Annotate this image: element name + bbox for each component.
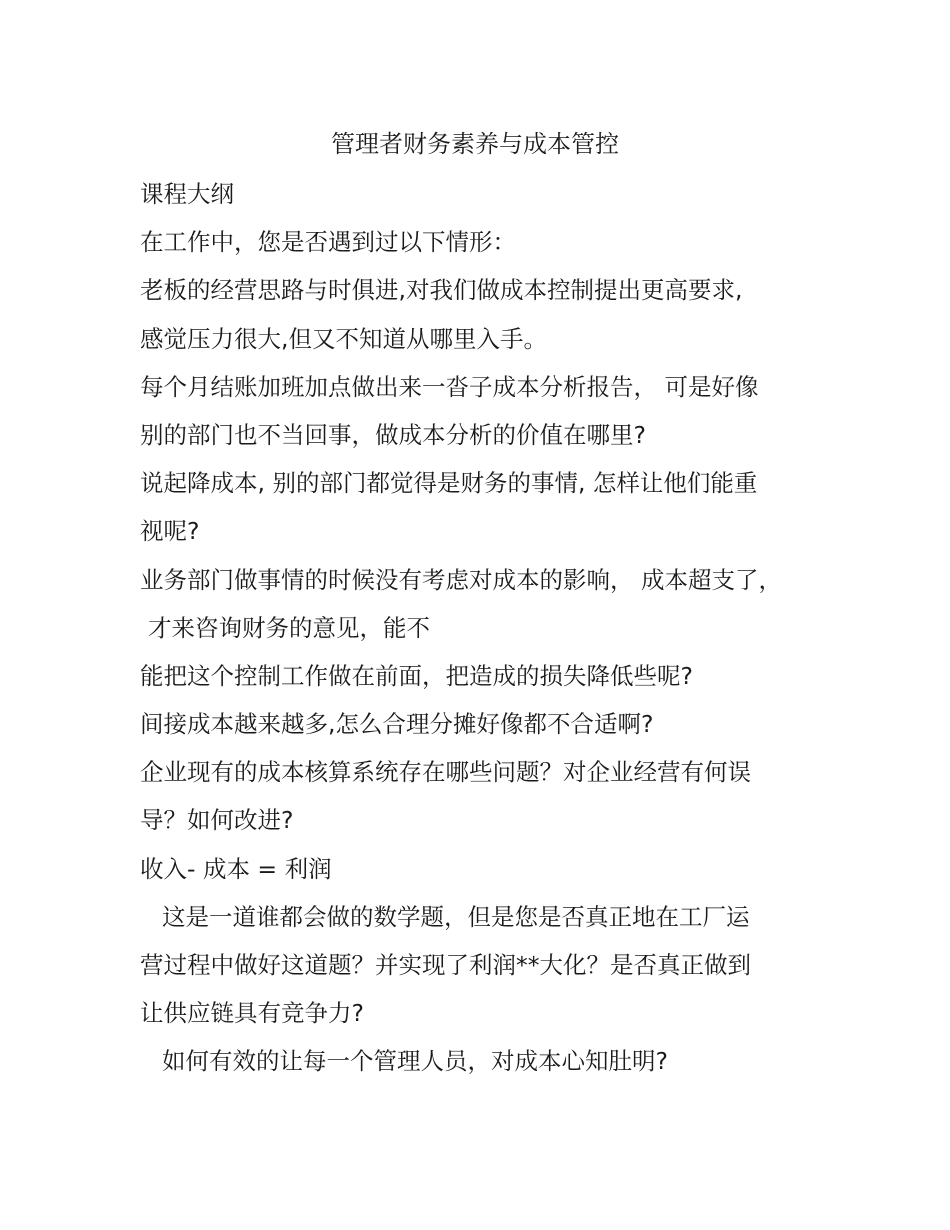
text-line: 业务部门做事情的时候没有考虑对成本的影响， 成本超支了， <box>140 565 782 594</box>
text-line: 这是一道谁都会做的数学题，但是您是否真正地在工厂运 <box>162 902 750 931</box>
text-line: 在工作中，您是否遇到过以下情形： <box>140 228 516 257</box>
document-title: 管理者财务素养与成本管控 <box>331 130 619 158</box>
text-line: 如何有效的让每一个管理人员，对成本心知肚明? <box>162 1047 668 1076</box>
text-line: 能把这个控制工作做在前面，把造成的损失降低些呢? <box>140 661 693 690</box>
text-line: 每个月结账加班加点做出来一沓子成本分析报告， 可是好像 <box>140 372 759 401</box>
document-body <box>140 170 840 1086</box>
text-line: 营过程中做好这道题？并实现了利润**大化？是否真正做到 <box>140 951 751 979</box>
text-line: 课程大纲 <box>140 180 234 208</box>
text-line: 间接成本越来越多,怎么合理分摊好像都不合适啊? <box>140 710 654 739</box>
text-line: 老板的经营思路与时俱进,对我们做成本控制提出更高要求, <box>140 276 743 305</box>
text-line: 企业现有的成本核算系统存在哪些问题？对企业经营有何误 <box>140 758 751 787</box>
text-line: 才来咨询财务的意见，能不 <box>148 613 430 642</box>
text-line: 感觉压力很大,但又不知道从哪里入手。 <box>140 324 547 353</box>
text-line: 视呢? <box>140 517 200 546</box>
text-line: 让供应链具有竞争力? <box>140 999 364 1028</box>
text-line: 别的部门也不当回事，做成本分析的价值在哪里? <box>140 420 646 449</box>
text-line: 导？如何改进? <box>140 806 294 835</box>
text-line: 收入- 成本 = 利润 <box>140 854 332 883</box>
text-line: 说起降成本, 别的部门都觉得是财务的事情, 怎样让他们能重 <box>140 469 758 498</box>
